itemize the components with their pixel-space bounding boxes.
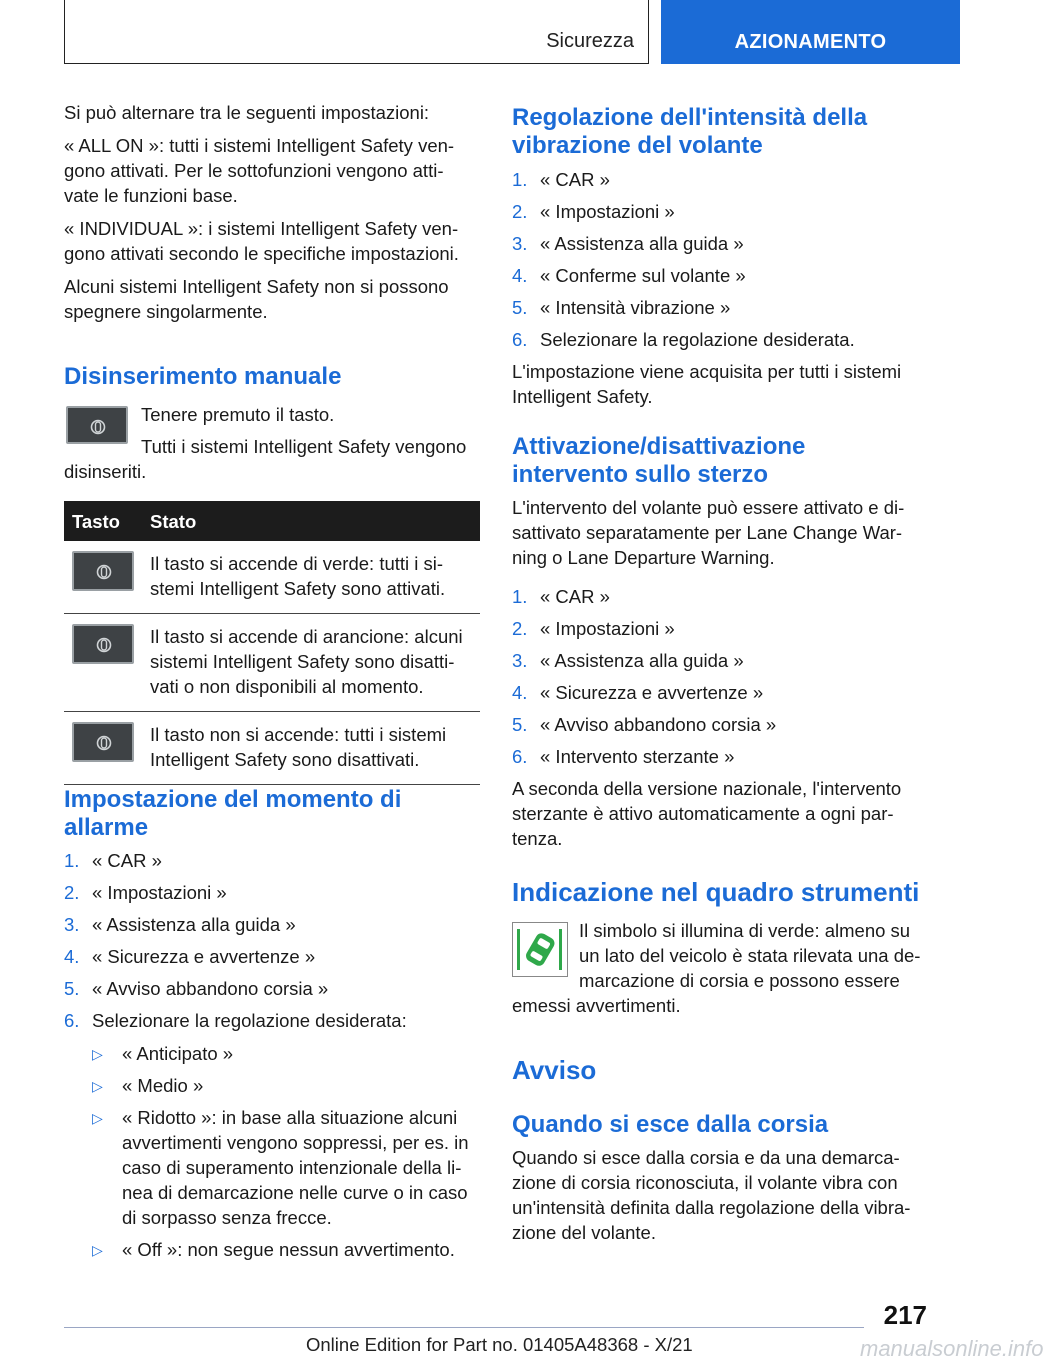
manual-result: Tutti i sistemi Intelligent Safety vengono bbox=[141, 436, 467, 457]
safety-button-icon bbox=[72, 624, 134, 664]
list-item[interactable]: 3. « Assistenza alla guida » bbox=[512, 233, 744, 254]
option-item[interactable]: ▷ « Anticipato » bbox=[92, 1043, 234, 1064]
list-item[interactable]: 2. « Impostazioni » bbox=[512, 201, 675, 222]
edition-text: Online Edition for Part no. 01405A48368 - X/21 bbox=[306, 1334, 693, 1355]
individual-text: « INDIVIDUAL »: i sistemi Intelligent Safety ven‐ gono attivati secondo le specifiche impostazioni. bbox=[64, 218, 459, 264]
table-row: Il tasto non si accende: tutti i sistemi Intelligent Safety sono disattivati. bbox=[64, 712, 480, 785]
heading-vibration: Regolazione dell'intensità della vibrazione del volante bbox=[512, 104, 868, 159]
all-on-text: « ALL ON »: tutti i sistemi Intelligent Safety ven‐ gono attivati. Per le sottofunzioni vengono atti‐ vate le funzioni base. bbox=[64, 135, 455, 206]
watermark: manualsonline.info bbox=[860, 1336, 1043, 1361]
page-number: 217 bbox=[883, 1300, 927, 1330]
steering-section bbox=[512, 495, 932, 851]
heading-leaving-lane: Quando si esce dalla corsia bbox=[512, 1111, 829, 1138]
list-item[interactable]: 6. Selezionare la regolazione desiderata: bbox=[64, 1010, 407, 1031]
option-item[interactable]: ▷ « Ridotto »: in base alla situazione alcuni avvertimenti vengono soppressi, per es. in caso di superamento intenzionale della li‐ nea di demarcazione nelle curve o in caso di sorpasso senza frecce. bbox=[92, 1107, 469, 1228]
manual-result-cont: disinseriti. bbox=[64, 461, 147, 482]
list-item[interactable]: 4. « Sicurezza e avvertenze » bbox=[512, 682, 764, 703]
status-table bbox=[64, 501, 480, 785]
header-box bbox=[64, 0, 649, 64]
list-item[interactable]: 4. « Conferme sul volante » bbox=[512, 265, 746, 286]
option-item[interactable]: ▷ « Medio » bbox=[92, 1075, 204, 1096]
list-item[interactable]: 2. « Impostazioni » bbox=[64, 882, 227, 903]
list-item[interactable]: 5. « Avviso abbandono corsia » bbox=[64, 978, 329, 999]
heading-alarm-timing: Impostazione del momento di allarme bbox=[64, 786, 402, 841]
list-item[interactable]: 2. « Impostazioni » bbox=[512, 618, 675, 639]
cluster-text: Il simbolo si illumina di verde: almeno su un lato del veicolo è stata rilevata una de‐ marcazione di corsia e possono essere bbox=[579, 920, 921, 991]
vibration-note: L'impostazione viene acquisita per tutti i sistemi Intelligent Safety. bbox=[512, 361, 902, 407]
manual-instruction: Tenere premuto il tasto. bbox=[141, 404, 335, 425]
list-item[interactable]: 4. « Sicurezza e avvertenze » bbox=[64, 946, 316, 967]
safety-button-icon bbox=[66, 406, 128, 444]
list-item[interactable]: 5. « Avviso abbandono corsia » bbox=[512, 714, 777, 735]
steering-text: L'intervento del volante può essere attivato e di‐ sattivato separatamente per Lane Change War‐ ning o Lane Departure Warning. bbox=[512, 497, 905, 568]
list-item[interactable]: 6. « Intervento sterzante » bbox=[512, 746, 735, 767]
heading-manual: Disinserimento manuale bbox=[64, 363, 342, 390]
list-item[interactable]: 3. « Assistenza alla guida » bbox=[512, 650, 744, 671]
footer-divider bbox=[64, 1327, 864, 1328]
safety-button-icon bbox=[72, 722, 134, 762]
list-item[interactable]: 3. « Assistenza alla guida » bbox=[64, 914, 296, 935]
list-item[interactable]: 1. « CAR » bbox=[512, 586, 610, 607]
col-status: Stato bbox=[142, 501, 480, 541]
chapter-tab[interactable]: AZIONAMENTO bbox=[661, 0, 960, 64]
intro-text: Si può alternare tra le seguenti impostazioni: bbox=[64, 102, 430, 123]
steering-note: A seconda della versione nazionale, l'intervento sterzante è attivo automaticamente a ogni par‐ tenza. bbox=[512, 778, 902, 849]
safety-button-icon bbox=[72, 551, 134, 591]
alarm-steps bbox=[64, 848, 484, 1269]
cluster-text-cont: emessi avvertimenti. bbox=[512, 995, 681, 1016]
col-key: Tasto bbox=[64, 501, 142, 541]
lane-departure-icon bbox=[512, 922, 568, 977]
list-item[interactable]: 5. « Intensità vibrazione » bbox=[512, 297, 731, 318]
list-item[interactable]: 1. « CAR » bbox=[64, 850, 162, 871]
list-item[interactable]: 1. « CAR » bbox=[512, 169, 610, 190]
table-row: Il tasto si accende di verde: tutti i si‐ stemi Intelligent Safety sono attivati. bbox=[64, 541, 480, 614]
list-item[interactable]: 6. Selezionare la regolazione desiderata. bbox=[512, 329, 855, 350]
option-item[interactable]: ▷ « Off »: non segue nessun avvertimento. bbox=[92, 1239, 455, 1260]
left-column bbox=[64, 100, 482, 332]
leaving-lane-text: Quando si esce dalla corsia e da una demarca‐ zione di corsia riconosciuta, il volante vibra con un'intensità definita dalla regolazione della vibra‐ zione del volante. bbox=[512, 1147, 911, 1243]
not-switchable-text: Alcuni sistemi Intelligent Safety non si possono spegnere singolarmente. bbox=[64, 276, 449, 322]
heading-steering: Attivazione/disattivazione intervento sullo sterzo bbox=[512, 433, 806, 488]
section-title: Sicurezza bbox=[546, 30, 634, 52]
vibration-steps bbox=[512, 167, 932, 409]
table-row: Il tasto si accende di arancione: alcuni sistemi Intelligent Safety sono disatti‐ vati o non disponibili al momento. bbox=[64, 614, 480, 712]
heading-cluster: Indicazione nel quadro strumenti bbox=[512, 877, 920, 907]
heading-warning: Avviso bbox=[512, 1055, 597, 1085]
